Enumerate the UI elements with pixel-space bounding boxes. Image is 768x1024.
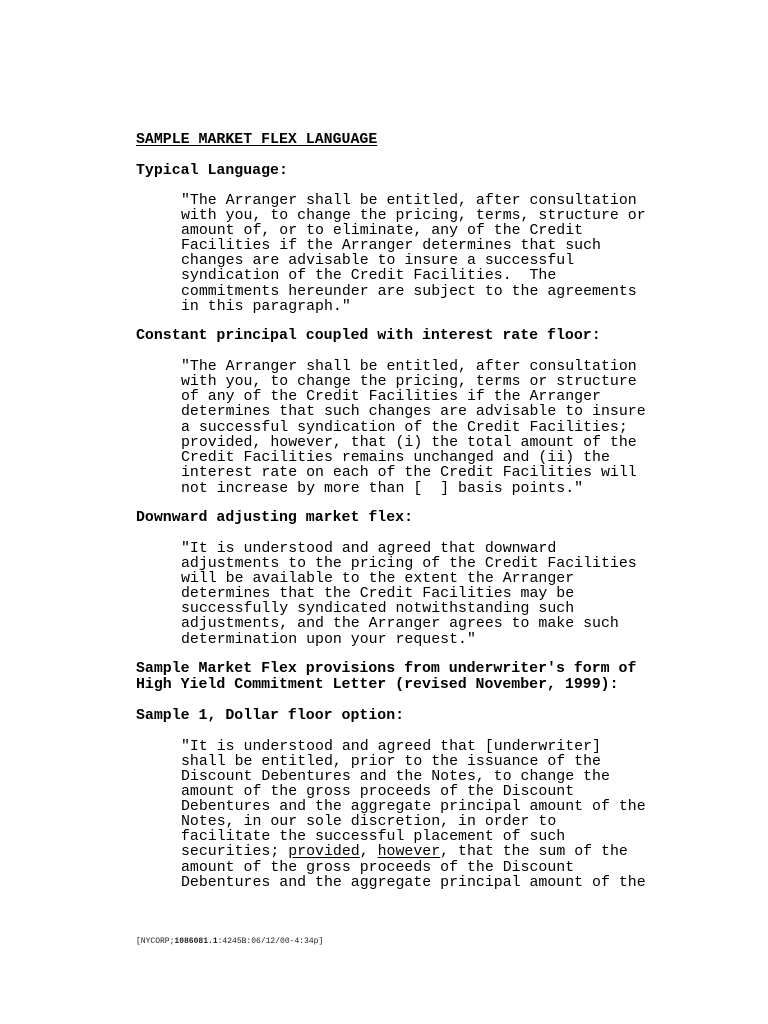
quote-line: amount of the gross proceeds of the Discount [181, 784, 575, 800]
quote-text: , that the sum of the [440, 844, 628, 860]
document-title: SAMPLE MARKET FLEX LANGUAGE [136, 132, 378, 148]
quote-line: provided, however, that (i) the total amount of the [181, 435, 637, 451]
quote-line: determines that such changes are advisable to insure [181, 404, 646, 420]
footer-suffix: :4245B:06/12/00-4:34p] [217, 937, 324, 946]
footer-prefix: [NYCORP; [136, 937, 175, 946]
quote-line: Discount Debentures and the Notes, to change the [181, 769, 610, 785]
quote-line: "It is understood and agreed that [underwriter] [181, 739, 601, 755]
quote-line: determination upon your request." [181, 632, 476, 648]
quote-line: successfully syndicated notwithstanding such [181, 601, 575, 617]
provided-emphasis: provided [288, 844, 360, 860]
quote-text: securities; [181, 844, 289, 860]
quote-line: not increase by more than [ ] basis points." [181, 481, 584, 497]
quote-line: shall be entitled, prior to the issuance of the [181, 754, 601, 770]
quote-line: changes are advisable to insure a successful [181, 253, 575, 269]
section-heading-underwriter-form: Sample Market Flex provisions from underwriter's form of [136, 661, 637, 677]
quote-line: amount of the gross proceeds of the Discount [181, 860, 575, 876]
quote-line: will be available to the extent the Arranger [181, 571, 575, 587]
section-heading-underwriter-form-line-2: High Yield Commitment Letter (revised November, 1999): [136, 677, 619, 693]
quote-line: interest rate on each of the Credit Facilities will [181, 465, 637, 481]
quote-line: of any of the Credit Facilities if the Arranger [181, 389, 601, 405]
quote-line: in this paragraph." [181, 299, 351, 315]
quote-line: Credit Facilities remains unchanged and (ii) the [181, 450, 610, 466]
quote-line: syndication of the Credit Facilities. The [181, 268, 557, 284]
quote-line: commitments hereunder are subject to the agreements [181, 284, 637, 300]
section-heading-sample-1: Sample 1, Dollar floor option: [136, 708, 405, 724]
quote-line: with you, to change the pricing, terms, structure or [181, 208, 646, 224]
section-heading-typical-language: Typical Language: [136, 163, 288, 179]
quote-line-mixed [181, 845, 628, 860]
quote-line: facilitate the successful placement of such [181, 829, 566, 845]
however-emphasis: however [377, 844, 441, 860]
quote-line: adjustments, and the Arranger agrees to make such [181, 616, 619, 632]
footer-doc-number: 1086081.1 [174, 937, 218, 946]
quote-text: , [359, 844, 378, 860]
quote-line: Debentures and the aggregate principal amount of the [181, 875, 646, 891]
quote-line: "The Arranger shall be entitled, after consultation [181, 193, 637, 209]
section-heading-constant-principal: Constant principal coupled with interest rate floor: [136, 328, 601, 344]
quote-line: Notes, in our sole discretion, in order to [181, 814, 557, 830]
document-footer [136, 937, 323, 947]
quote-line: amount of, or to eliminate, any of the Credit [181, 223, 584, 239]
quote-line: adjustments to the pricing of the Credit Facilities [181, 556, 637, 572]
quote-line: Debentures and the aggregate principal amount of the [181, 799, 646, 815]
quote-line: "It is understood and agreed that downward [181, 541, 557, 557]
quote-line: "The Arranger shall be entitled, after consultation [181, 359, 637, 375]
quote-line: determines that the Credit Facilities may be [181, 586, 575, 602]
quote-line: with you, to change the pricing, terms or structure [181, 374, 637, 390]
section-heading-downward-adjusting: Downward adjusting market flex: [136, 510, 414, 526]
quote-line: a successful syndication of the Credit Facilities; [181, 420, 628, 436]
quote-line: Facilities if the Arranger determines that such [181, 238, 601, 254]
